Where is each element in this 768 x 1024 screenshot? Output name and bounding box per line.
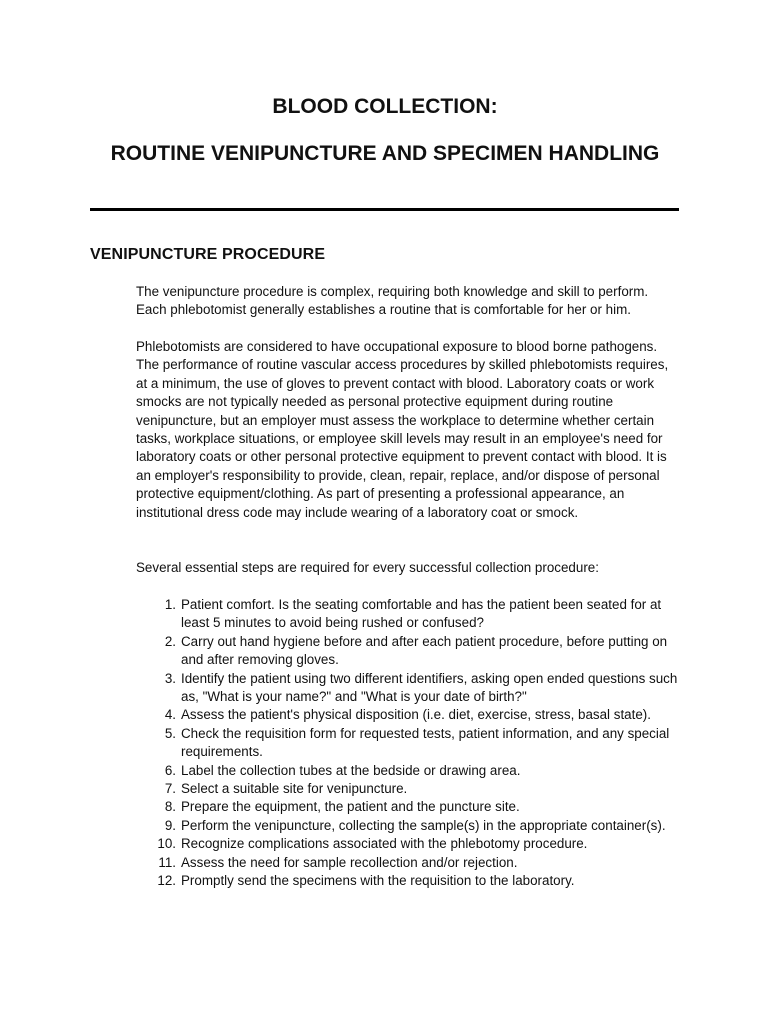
step-text: Label the collection tubes at the bedside or drawing area. — [181, 762, 521, 778]
section-heading: VENIPUNCTURE PROCEDURE — [90, 246, 326, 263]
step-number: 1. — [164, 597, 176, 612]
step-number: 8. — [164, 799, 176, 815]
paragraph-steps-intro: Several essential steps are required for every successful collection procedure: — [136, 560, 599, 575]
paragraph-intro: The venipuncture procedure is complex, requiring both knowledge and skill to perform. Each phlebotomist generally establishes a routine that is comfortable for her or him. — [136, 284, 649, 318]
step-number: 3. — [164, 670, 176, 686]
step-number: 12. — [157, 873, 176, 889]
document-subtitle: ROUTINE VENIPUNCTURE AND SPECIMEN HANDLING — [110, 142, 660, 165]
step-text: Recognize complications associated with the phlebotomy procedure. — [181, 836, 588, 852]
paragraph-exposure: Phlebotomists are considered to have occupational exposure to blood borne pathogens. The performance of routine vascular access procedures by skilled phlebotomists requires, at a minimum, the use of gloves to prevent contact with blood. Laboratory coats or work smocks are not typically needed as personal protective equipment during routine venipuncture, but an employer must assess the workplace to determine whether certain tasks, workplace situations, or employee skill levels may result in an employee's need for laboratory coats or other personal protective equipment to prevent contact with blood. It is an employer's responsibility to provide, clean, repair, replace, and/or dispose of personal protective equipment/clothing. As part of presenting a professional appearance, an institutional dress code may include wearing of a laboratory coat or smock. — [136, 339, 669, 520]
list-item — [136, 872, 681, 890]
step-text: Identify the patient using two different identifiers, asking open ended questions such as, "What is your name?" and "What is your date of birth?" — [181, 670, 678, 705]
list-item — [136, 835, 681, 853]
step-text: Assess the need for sample recollection and/or rejection. — [181, 854, 518, 870]
step-text: Prepare the equipment, the patient and the puncture site. — [181, 799, 520, 815]
list-item — [136, 762, 681, 780]
list-item — [136, 817, 681, 835]
step-text: Patient comfort. Is the seating comfortable and has the patient been seated for at least 5 minutes to avoid being rushed or confused? — [181, 597, 662, 631]
step-number: 9. — [164, 817, 176, 833]
step-number: 4. — [164, 707, 176, 723]
step-text: Promptly send the specimens with the requisition to the laboratory. — [181, 873, 575, 889]
step-number: 6. — [164, 762, 176, 778]
list-item — [136, 798, 681, 816]
step-text: Select a suitable site for venipuncture. — [181, 781, 408, 797]
list-item — [136, 596, 681, 633]
step-text: Check the requisition form for requested tests, patient information, and any special requirements. — [181, 725, 670, 760]
list-item — [136, 670, 681, 707]
procedure-steps-list — [136, 596, 681, 891]
step-text: Assess the patient's physical disposition (i.e. diet, exercise, stress, basal state). — [181, 707, 651, 723]
step-number: 10. — [157, 836, 176, 852]
list-item — [136, 725, 681, 762]
document-title: BLOOD COLLECTION: — [272, 95, 498, 118]
list-item — [136, 706, 681, 724]
list-item — [136, 854, 681, 872]
step-number: 5. — [164, 725, 176, 741]
list-item — [136, 780, 681, 798]
step-number: 2. — [164, 633, 176, 649]
step-text: Perform the venipuncture, collecting the sample(s) in the appropriate container(s). — [181, 817, 666, 833]
step-number: 11. — [158, 854, 176, 870]
title-divider — [90, 208, 679, 211]
step-number: 7. — [164, 781, 176, 797]
step-text: Carry out hand hygiene before and after each patient procedure, before putting on and after removing gloves. — [181, 633, 668, 668]
list-item — [136, 633, 681, 670]
